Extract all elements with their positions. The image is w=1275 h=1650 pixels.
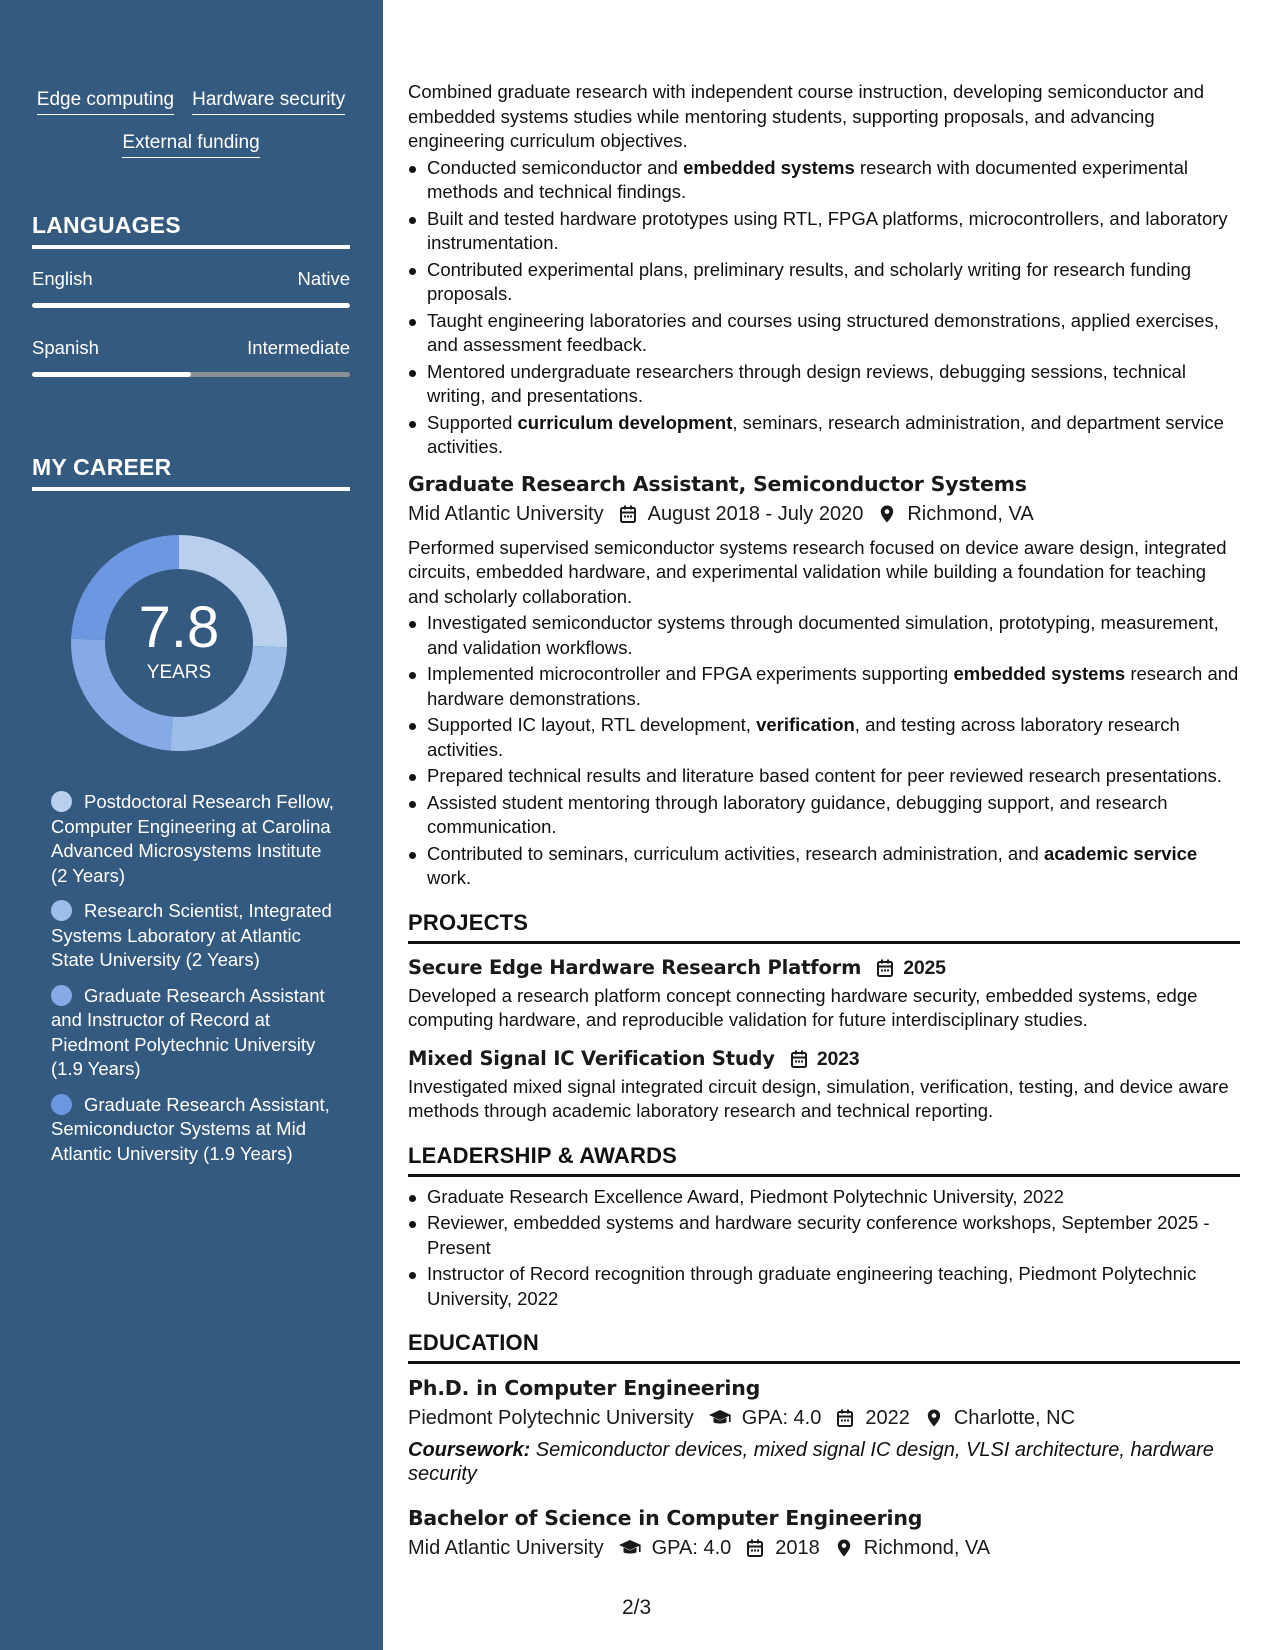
language-bar [32, 303, 350, 308]
project-name: Secure Edge Hardware Research Platform [408, 955, 862, 979]
projects-heading: PROJECTS [408, 909, 1240, 944]
skill-tag: External funding [122, 131, 259, 158]
job-bullet: Mentored undergraduate researchers through design reviews, debugging sessions, technical writing, and presentations. [408, 360, 1240, 409]
main-content [408, 80, 1240, 1562]
job-meta [408, 500, 1240, 528]
calendar-icon [835, 1408, 855, 1428]
education-meta [408, 1404, 1240, 1432]
education-meta [408, 1534, 1240, 1562]
legend-dot-icon [51, 791, 72, 812]
coursework-text: Semiconductor devices, mixed signal IC design, VLSI architecture, hardware security [408, 1439, 1214, 1485]
coursework-label: Coursework: [408, 1439, 531, 1461]
job-summary: Combined graduate research with independent course instruction, developing semiconductor and embedded systems studies while mentoring students, supporting proposals, and advancing engineering curriculum objectives. [408, 81, 1204, 151]
school-name: Mid Atlantic University [408, 1537, 604, 1559]
company-name: Mid Atlantic University [408, 502, 604, 525]
career-donut [66, 530, 292, 756]
location-pin-icon [877, 504, 897, 524]
language-spanish [32, 336, 350, 377]
projects-section [408, 909, 1240, 1124]
leadership-list [408, 1185, 1240, 1312]
language-name: Spanish [32, 337, 99, 358]
location-pin-icon [924, 1408, 944, 1428]
calendar-icon [789, 1049, 809, 1069]
job-bullet: Implemented microcontroller and FPGA experiments supporting embedded systems research and hardware demonstrations. [408, 662, 1240, 711]
sidebar [0, 0, 383, 1650]
school-name: Piedmont Polytechnic University [408, 1407, 694, 1429]
project-description: Developed a research platform concept connecting hardware security, embedded systems, edge computing hardware, and reproducible validation for future interdisciplinary studies. [408, 984, 1198, 1030]
career-item [51, 899, 341, 973]
graduation-cap-icon [708, 1408, 732, 1428]
legend-dot-icon [51, 900, 72, 921]
career-item-text: Graduate Research Assistant, Semiconductor Systems at Mid Atlantic University (1.9 Years) [51, 1093, 330, 1164]
skill-tags [32, 88, 350, 158]
education-section [408, 1329, 1240, 1562]
career-item-text: Graduate Research Assistant and Instructor of Record at Piedmont Polytechnic University (1.9 Years) [51, 984, 325, 1079]
legend-dot-icon [51, 985, 72, 1006]
job-title: Graduate Research Assistant, Semiconductor Systems [408, 471, 1027, 496]
project-title [408, 954, 1240, 982]
career-total-unit: YEARS [146, 662, 212, 683]
degree-title: Bachelor of Science in Computer Engineering [408, 1506, 923, 1530]
coursework [408, 1438, 1240, 1486]
career-item-text: Postdoctoral Research Fellow, Computer Engineering at Carolina Advanced Microsystems Institute (2 Years) [51, 791, 334, 886]
job-bullet: Taught engineering laboratories and courses using structured demonstrations, applied exercises, and assessment feedback. [408, 309, 1240, 358]
skill-tag: Edge computing [37, 88, 174, 115]
project-year: 2023 [816, 1047, 860, 1070]
career-total [66, 530, 292, 756]
project-description: Investigated mixed signal integrated circuit design, simulation, verification, testing, and device aware methods through academic laboratory research and technical reporting. [408, 1075, 1229, 1121]
language-level: Native [297, 268, 350, 289]
experience-entry [408, 80, 1240, 460]
legend-dot-icon [51, 1094, 72, 1115]
project-title [408, 1045, 1240, 1073]
job-bullets [408, 156, 1240, 460]
language-name: English [32, 268, 93, 289]
job-dates: August 2018 - July 2020 [647, 502, 864, 525]
languages-heading: LANGUAGES [32, 211, 350, 249]
graduation-cap-icon [618, 1538, 642, 1558]
job-bullet: Built and tested hardware prototypes using RTL, FPGA platforms, microcontrollers, and laboratory instrumentation. [408, 207, 1240, 256]
career-heading: MY CAREER [32, 453, 350, 491]
job-bullet: Investigated semiconductor systems through documented simulation, prototyping, measurement, and validation workflows. [408, 611, 1240, 660]
job-summary: Performed supervised semiconductor systems research focused on device aware design, integrated circuits, embedded hardware, and experimental validation while building a foundation for teaching and scholarly collaboration. [408, 536, 1227, 607]
career-total-value: 7.8 [138, 595, 220, 660]
education-heading: EDUCATION [408, 1329, 1240, 1364]
career-item [51, 984, 341, 1082]
job-location: Richmond, VA [907, 502, 1034, 525]
degree-title: Ph.D. in Computer Engineering [408, 1376, 761, 1400]
school-location: Richmond, VA [863, 1537, 991, 1559]
job-bullet: Assisted student mentoring through laboratory guidance, debugging support, and research communication. [408, 791, 1240, 840]
gpa: GPA: 4.0 [651, 1537, 732, 1559]
skill-tag: Hardware security [192, 88, 345, 115]
project-year: 2025 [903, 956, 946, 979]
location-pin-icon [834, 1538, 854, 1558]
career-item-text: Research Scientist, Integrated Systems Laboratory at Atlantic State University (2 Years) [51, 900, 332, 970]
job-bullets [408, 611, 1240, 891]
project-name: Mixed Signal IC Verification Study [408, 1046, 775, 1070]
job-bullet: Contributed to seminars, curriculum activities, research administration, and academic service work. [408, 842, 1240, 891]
career-list [51, 790, 341, 1177]
career-item [51, 790, 341, 888]
leadership-section [408, 1142, 1240, 1312]
graduation-year: 2018 [775, 1537, 820, 1559]
calendar-icon [875, 958, 895, 978]
job-bullet: Supported curriculum development, seminars, research administration, and department service activities. [408, 411, 1240, 460]
job-bullet: Contributed experimental plans, preliminary results, and scholarly writing for research funding proposals. [408, 258, 1240, 307]
language-bar-fill [32, 303, 350, 308]
language-bar-fill [32, 372, 191, 377]
experience-entry [408, 470, 1240, 891]
job-bullet: Prepared technical results and literature based content for peer reviewed research presentations. [408, 764, 1240, 789]
career-item [51, 1093, 341, 1167]
graduation-year: 2022 [865, 1407, 910, 1429]
gpa: GPA: 4.0 [741, 1407, 822, 1429]
calendar-icon [618, 504, 638, 524]
job-bullet: Conducted semiconductor and embedded systems research with documented experimental methods and technical findings. [408, 156, 1240, 205]
calendar-icon [745, 1538, 765, 1558]
school-location: Charlotte, NC [953, 1407, 1076, 1429]
leadership-item: Instructor of Record recognition through graduate engineering teaching, Piedmont Polytechnic University, 2022 [408, 1262, 1240, 1311]
language-level: Intermediate [247, 337, 350, 358]
language-bar [32, 372, 350, 377]
leadership-heading: LEADERSHIP & AWARDS [408, 1142, 1240, 1177]
page-number: 2/3 [622, 1596, 652, 1619]
language-english [32, 267, 350, 308]
leadership-item: Reviewer, embedded systems and hardware security conference workshops, September 2025 - Present [408, 1211, 1240, 1260]
leadership-item: Graduate Research Excellence Award, Piedmont Polytechnic University, 2022 [408, 1185, 1240, 1210]
job-bullet: Supported IC layout, RTL development, verification, and testing across laboratory research activities. [408, 713, 1240, 762]
